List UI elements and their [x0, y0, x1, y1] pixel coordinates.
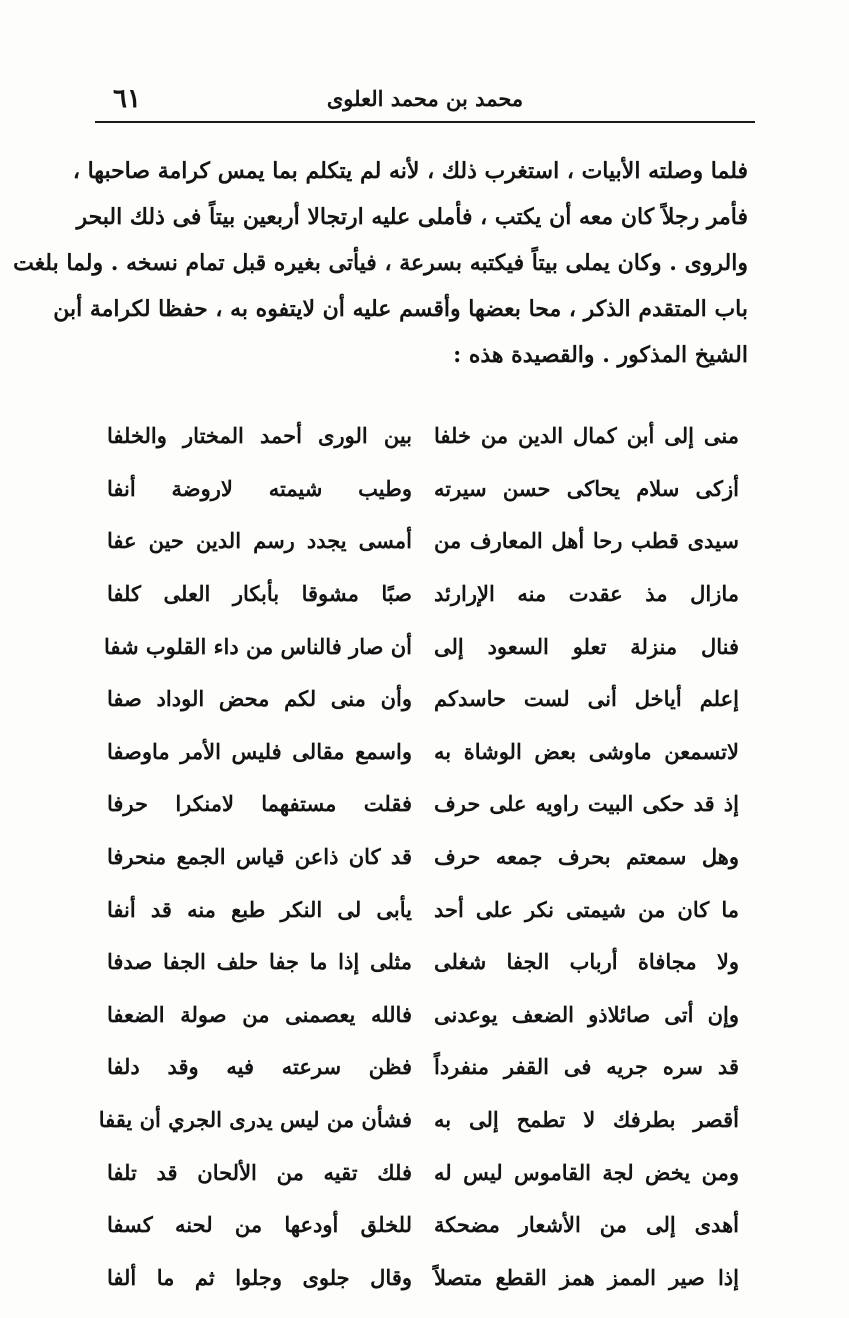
verse-second-hemistich: صبًا مشوقا بأبكار العلى كلفا: [107, 581, 412, 607]
verse-second-hemistich: بين الورى أحمد المختار والخلفا: [107, 423, 412, 449]
verse-first-hemistich: مازال مذ عقدت منه الإرارئد: [434, 581, 739, 607]
verse-first-hemistich: سيدى قطب رحا أهل المعارف من: [434, 528, 739, 554]
poem-verse: [105, 726, 745, 779]
verse-second-hemistich: فشأن من ليس يدرى الجري أن يقفا: [98, 1107, 412, 1133]
prose-paragraph: [13, 148, 748, 378]
poem-verse: [98, 1094, 745, 1147]
prose-line: فأمر رجلاً كان معه أن يكتب ، فأملى عليه ارتجالا أربعين بيتاً فى ذلك البحر: [76, 204, 748, 230]
verse-second-hemistich: للخلق أودعها من لحنه كسفا: [107, 1212, 412, 1238]
page-header: [95, 78, 755, 120]
verse-first-hemistich: منى إلى أبن كمال الدين من خلفا: [434, 423, 739, 449]
poem-verse: [105, 1041, 745, 1094]
poem-verse: [105, 883, 745, 936]
poem-verse: [105, 936, 745, 989]
verse-second-hemistich: قد كان ذاعن قياس الجمع منحرفا: [107, 844, 412, 870]
verse-first-hemistich: قد سره جريه فى القفر منفرداً: [434, 1054, 739, 1080]
prose-line: الشيخ المذكور . والقصيدة هذه :: [453, 342, 748, 368]
verse-first-hemistich: لاتسمعن ماوشى بعض الوشاة به: [434, 738, 739, 764]
poem-verse: [105, 1252, 745, 1305]
poem-verse: [105, 1146, 745, 1199]
prose-line: فلما وصلته الأبيات ، استغرب ذلك ، لأنه لم يتكلم بما يمس كرامة صاحبها ،: [72, 158, 748, 184]
prose-line: باب المتقدم الذكر ، محا بعضها وأقسم عليه أن لايتفوه به ، حفظا لكرامة أبن: [53, 296, 748, 322]
prose-line: والروى . وكان يملى بيتاً فيكتبه بسرعة ، فيأتى بغيره قبل تمام نسخه . ولما بلغت: [13, 250, 748, 276]
poem-verse: [105, 620, 745, 673]
verse-second-hemistich: أن صار فالناس من داء القلوب شفا: [103, 633, 412, 659]
verse-second-hemistich: مثلى إذا ما جفا حلف الجفا صدفا: [107, 949, 412, 975]
verse-second-hemistich: فلك تقيه من الألحان قد تلفا: [107, 1159, 412, 1185]
poem-verse: [105, 673, 745, 726]
verse-first-hemistich: إذ قد حكى البيت راويه على حرف: [434, 791, 739, 817]
verse-first-hemistich: إعلم أياخل أنى لست حاسدكم: [434, 686, 739, 712]
verse-first-hemistich: ومن يخض لجة القاموس ليس له: [434, 1159, 739, 1185]
verse-second-hemistich: يأبى لى النكر طبع منه قد أنفا: [107, 896, 412, 922]
verse-first-hemistich: أزكى سلام يحاكى حسن سيرته: [434, 475, 739, 501]
poem-verse: [105, 463, 745, 516]
verse-first-hemistich: ولا مجافاة أرباب الجفا شغلى: [434, 949, 739, 975]
poem-verse: [105, 1199, 745, 1252]
verse-first-hemistich: أهدى إلى من الأشعار مضحكة: [434, 1212, 739, 1238]
verse-second-hemistich: فقلت مستفهما لامنكرا حرفا: [107, 791, 412, 817]
verse-second-hemistich: أمسى يجدد رسم الدين حين عفا: [107, 528, 412, 554]
poem-verse: [105, 410, 745, 463]
verse-first-hemistich: وإن أتى صائلاذو الضعف يوعدنى: [434, 1001, 739, 1027]
verse-first-hemistich: وهل سمعتم بحرف جمعه حرف: [434, 844, 739, 870]
header-rule: [95, 121, 755, 123]
verse-first-hemistich: ما كان من شيمتى نكر على أحد: [434, 896, 739, 922]
poem: [98, 410, 745, 1304]
poem-verse: [105, 778, 745, 831]
running-title: محمد بن محمد العلوى: [326, 86, 524, 111]
verse-second-hemistich: فالله يعصمنى من صولة الضعفا: [107, 1001, 412, 1027]
verse-second-hemistich: وأن منى لكم محض الوداد صفا: [107, 686, 412, 712]
verse-first-hemistich: أقصر بطرفك لا تطمح إلى به: [434, 1107, 739, 1133]
poem-verse: [105, 568, 745, 621]
poem-verse: [105, 989, 745, 1042]
verse-second-hemistich: واسمع مقالى فليس الأمر ماوصفا: [107, 738, 412, 764]
verse-second-hemistich: وقال جلوى وجلوا ثم ما ألفا: [107, 1264, 412, 1290]
verse-first-hemistich: إذا صير الممز همز القطع متصلاً: [434, 1264, 739, 1290]
verse-first-hemistich: فنال منزلة تعلو السعود إلى: [434, 633, 739, 659]
verse-second-hemistich: وطيب شيمته لاروضة أنفا: [107, 475, 412, 501]
page-number: ٦١: [113, 84, 141, 114]
verse-second-hemistich: فظن سرعته فيه وقد دلفا: [107, 1054, 412, 1080]
poem-verse: [105, 515, 745, 568]
poem-verse: [105, 831, 745, 884]
